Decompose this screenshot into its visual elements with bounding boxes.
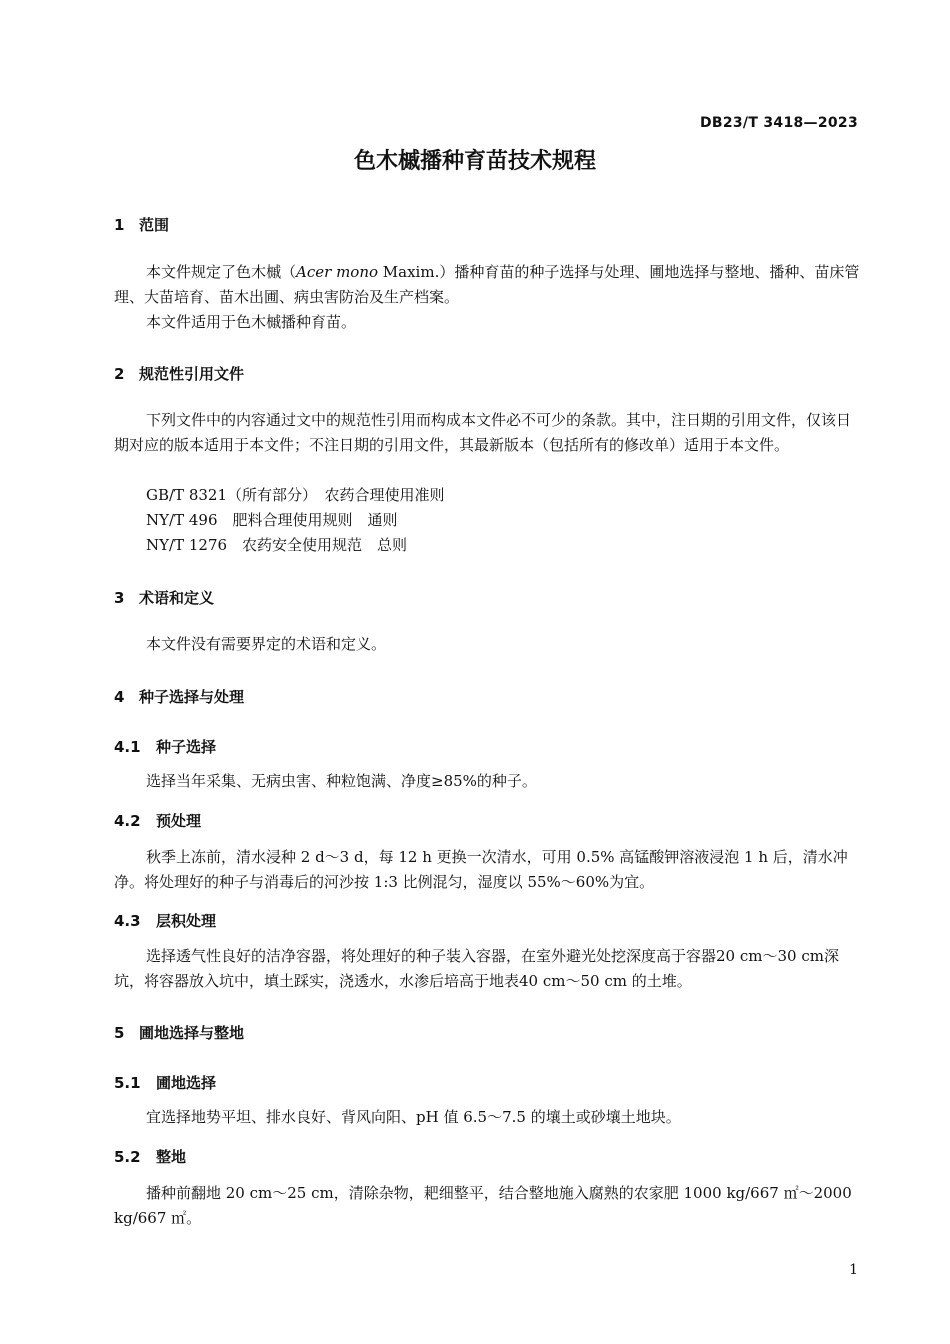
species-name-italic: Acer mono (296, 263, 379, 281)
text: 宜选择地势平坦、排水良好、背风向阳、pH 值 6.5～7.5 的壤土或砂壤土地块。 (146, 1108, 681, 1126)
text: 播种前翻地 20 cm～25 cm，清除杂物，耙细整平，结合整地施入腐熟的农家肥 1000 kg/667 ㎡～2000 kg/667 ㎡。 (114, 1184, 852, 1227)
section-title: 圃地选择与整地 (139, 1024, 245, 1042)
reference-item: GB/T 8321（所有部分） 农药合理使用准则 (146, 486, 445, 504)
section-1-paragraph-1 (114, 260, 862, 310)
subsection-4-1-heading (114, 736, 216, 757)
text: 本文件规定了色木槭（ (146, 263, 297, 281)
section-number: 2 (114, 365, 125, 383)
reference-item: NY/T 1276 农药安全使用规范 总则 (146, 536, 408, 554)
subsection-4-3-heading (114, 910, 216, 931)
subsection-title: 预处理 (156, 812, 202, 830)
section-1-paragraph-2 (114, 310, 862, 335)
section-title: 种子选择与处理 (139, 688, 245, 706)
section-5-heading (114, 1022, 244, 1043)
text: 秋季上冻前，清水浸种 2 d～3 d，每 12 h 更换一次清水，可用 0.5% 高锰酸钾溶液浸泡 1 h 后，清水冲净。将处理好的种子与消毒后的河沙按 1:3 比例混匀，湿度以 55%～60%为宜。 (114, 848, 848, 891)
subsection-4-1-paragraph (114, 769, 862, 794)
subsection-number: 4.3 (114, 912, 141, 930)
subsection-number: 5.1 (114, 1074, 141, 1092)
subsection-5-2-paragraph (114, 1181, 862, 1231)
subsection-number: 5.2 (114, 1148, 141, 1166)
subsection-title: 层积处理 (156, 912, 217, 930)
section-number: 5 (114, 1024, 125, 1042)
subsection-5-2-heading (114, 1146, 186, 1167)
standard-number: DB23/T 3418—2023 (699, 115, 858, 131)
text: 选择当年采集、无病虫害、种粒饱满、净度≥85%的种子。 (146, 772, 537, 790)
subsection-number: 4.2 (114, 812, 141, 830)
text: 选择透气性良好的洁净容器，将处理好的种子装入容器，在室外避光处挖深度高于容器20 cm～30 cm深坑，将容器放入坑中，填土踩实，浇透水，水渗后培高于地表40 cm～50 cm 的土堆。 (114, 947, 839, 990)
document-title: 色木槭播种育苗技术规程 (353, 149, 596, 174)
subsection-5-1-paragraph (114, 1105, 862, 1130)
section-4-heading (114, 686, 244, 707)
section-title: 术语和定义 (139, 589, 215, 607)
subsection-title: 整地 (156, 1148, 187, 1166)
text: 下列文件中的内容通过文中的规范性引用而构成本文件必不可少的条款。其中，注日期的引用文件，仅该日期对应的版本适用于本文件；不注日期的引用文件，其最新版本（包括所有的修改单）适用于本文件。 (114, 411, 852, 454)
text: 本文件适用于色木槭播种育苗。 (146, 313, 357, 331)
subsection-4-2-paragraph (114, 845, 862, 895)
subsection-title: 种子选择 (156, 738, 217, 756)
section-3-heading (114, 587, 214, 608)
section-title: 范围 (139, 216, 170, 234)
text: 本文件没有需要界定的术语和定义。 (146, 635, 387, 653)
section-number: 4 (114, 688, 125, 706)
section-2-heading (114, 363, 244, 384)
section-number: 1 (114, 216, 125, 234)
subsection-5-1-heading (114, 1072, 216, 1093)
reference-item: NY/T 496 肥料合理使用规则 通则 (146, 511, 398, 529)
section-3-paragraph-1 (114, 632, 862, 657)
subsection-number: 4.1 (114, 738, 141, 756)
subsection-title: 圃地选择 (156, 1074, 217, 1092)
subsection-4-2-heading (114, 810, 201, 831)
section-number: 3 (114, 589, 125, 607)
section-1-heading (114, 214, 169, 235)
page-number: 1 (849, 1262, 858, 1278)
subsection-4-3-paragraph (114, 944, 862, 994)
section-2-paragraph-1 (114, 408, 862, 458)
section-title: 规范性引用文件 (139, 365, 245, 383)
text: Maxim.）播种育苗的种子选择与处理、圃地选择与整地、播种、苗床管理、大苗培育、苗木出圃、病虫害防治及生产档案。 (114, 263, 860, 306)
